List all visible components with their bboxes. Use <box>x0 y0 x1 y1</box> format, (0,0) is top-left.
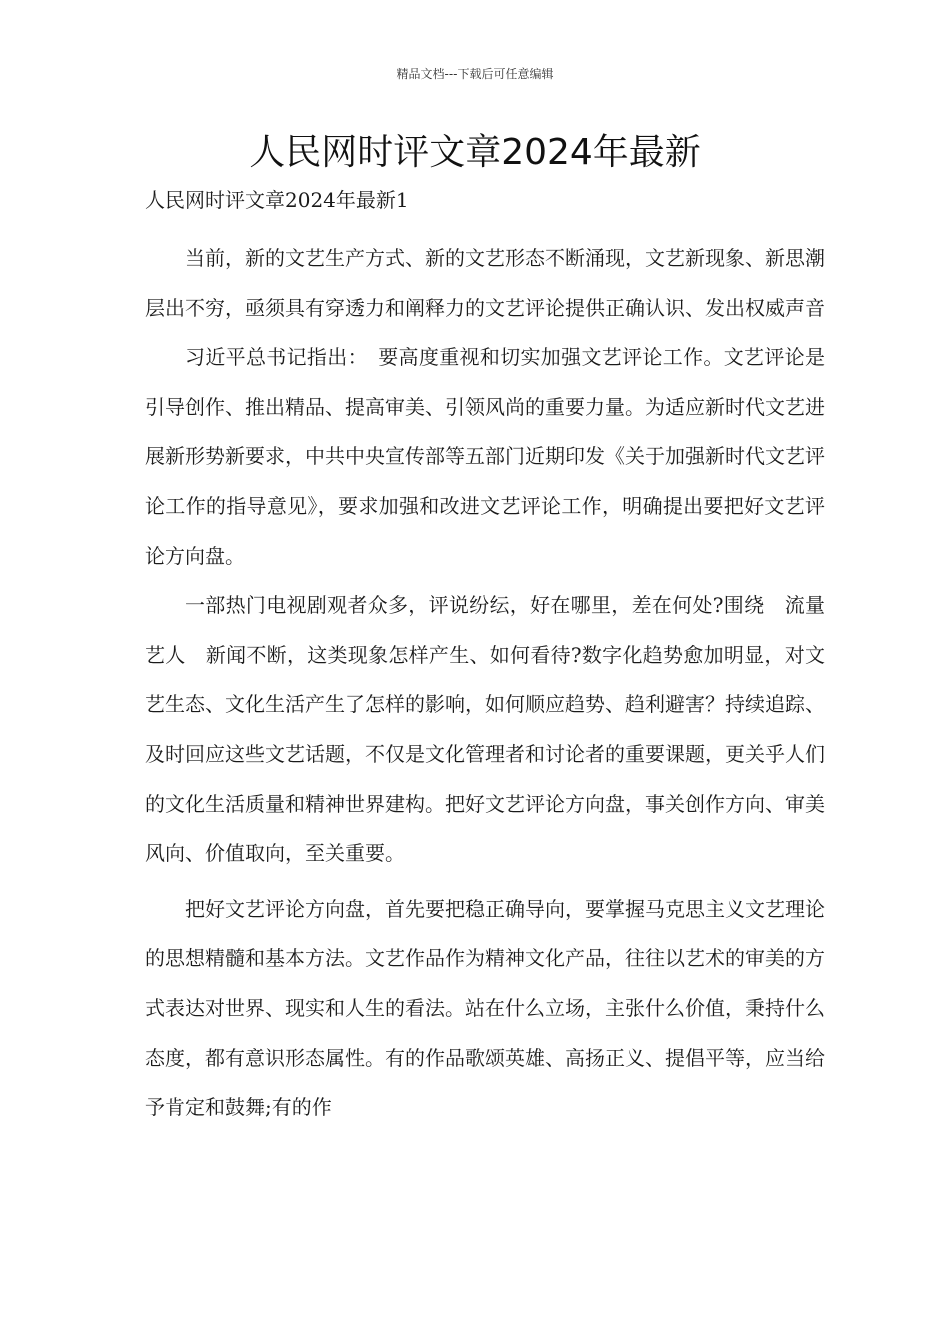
document-subtitle: 人民网时评文章2024年最新1 <box>145 188 409 212</box>
document-title: 人民网时评文章2024年最新 <box>249 132 701 173</box>
document-body <box>145 234 825 1133</box>
paragraph-2: 习近平总书记指出： 要高度重视和切实加强文艺评论工作。文艺评论是引导创作、推出精品、提高审美、引领风尚的重要力量。为适应新时代文艺进展新形势新要求，中共中央宣传部等五部门近期印发《关于加强新时代文艺评论工作的指导意见》，要求加强和改进文艺评论工作，明确提出要把好文艺评论方向盘。 <box>145 345 825 568</box>
header-note: 精品文档---下载后可任意编辑 <box>396 67 554 81</box>
paragraph-4: 把好文艺评论方向盘，首先要把稳正确导向，要掌握马克思主义文艺理论的思想精髓和基本方法。文艺作品作为精神文化产品，往往以艺术的审美的方式表达对世界、现实和人生的看法。站在什么立场，主张什么价值，秉持什么态度，都有意识形态属性。有的作品歌颂英雄、高扬正义、提倡平等，应当给予肯定和鼓舞;有的作 <box>145 896 825 1120</box>
paragraph-3: 一部热门电视剧观者众多，评说纷纭，好在哪里，差在何处?围绕 流量艺人 新闻不断，这类现象怎样产生、如何看待?数字化趋势愈加明显，对文艺生态、文化生活产生了怎样的影响，如何顺应趋势、趋利避害？持续追踪、及时回应这些文艺话题，不仅是文化管理者和讨论者的重要课题，更关乎人们的文化生活质量和精神世界建构。把好文艺评论方向盘，事关创作方向、审美风向、价值取向，至关重要。 <box>145 593 825 866</box>
paragraph-1: 当前，新的文艺生产方式、新的文艺形态不断涌现，文艺新现象、新思潮层出不穷，亟须具有穿透力和阐释力的文艺评论提供正确认识、发出权威声音 <box>145 246 825 320</box>
